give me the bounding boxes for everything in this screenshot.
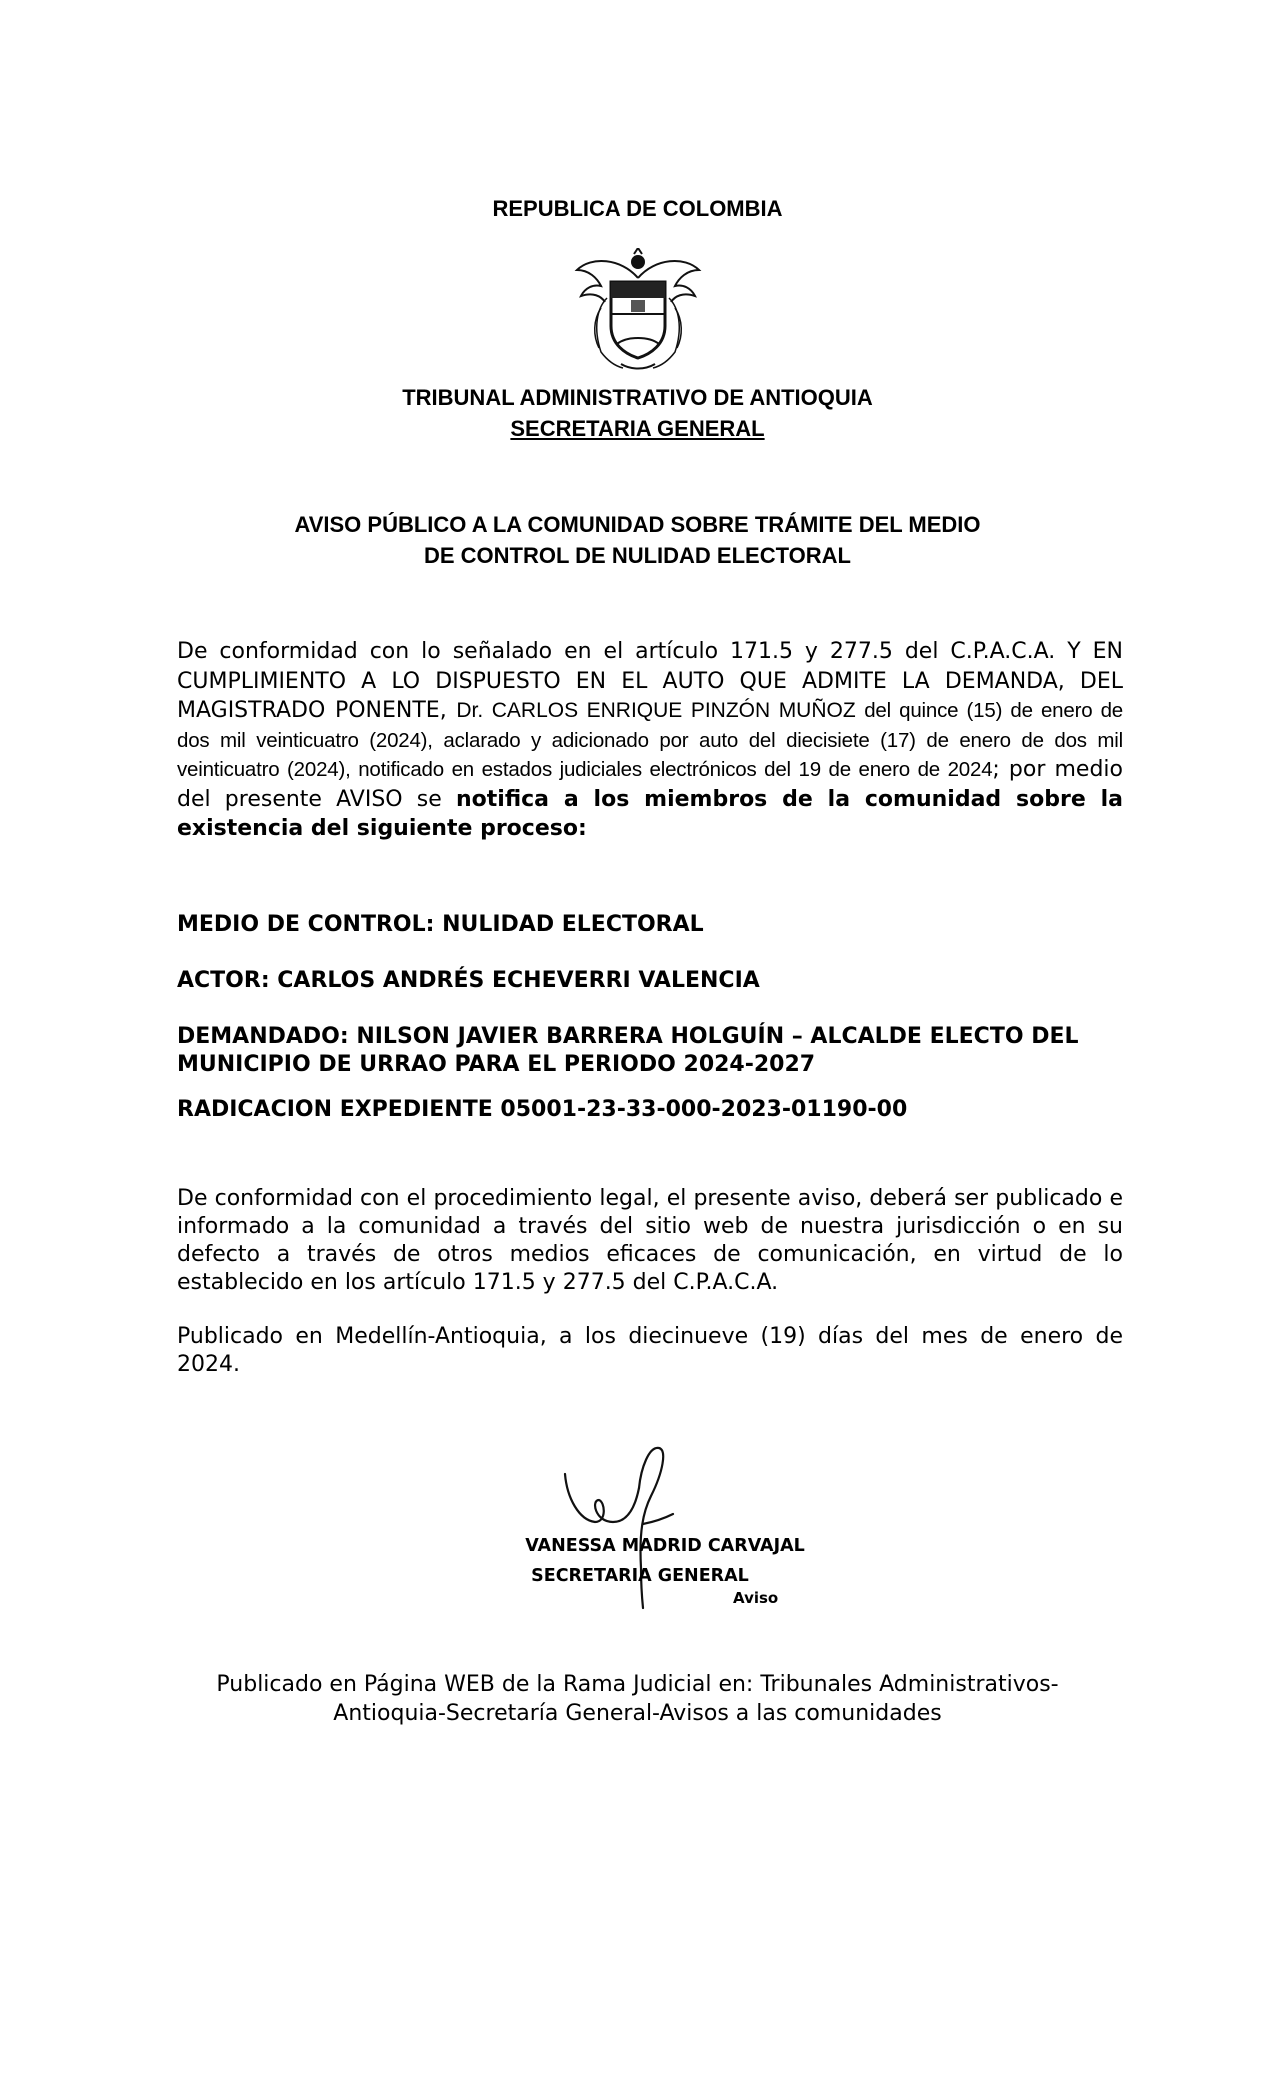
- footer: [0, 1670, 1275, 1728]
- office-heading: SECRETARIA GENERAL: [510, 416, 765, 441]
- country-heading: REPUBLICA DE COLOMBIA: [492, 196, 783, 221]
- intro-text-2: del quince (15) de enero de dos mil veinticuatro (2024), aclarado y adicionado por auto del diecisiete (17) de enero de dos mil veinticuatro (2024), notificado en estados judiciales electrónicos del 19 de enero de 2024: [177, 699, 1123, 781]
- footer-line-1: Publicado en Página WEB de la Rama Judicial en: Tribunales Administrativos-: [216, 1672, 1059, 1697]
- court-heading: TRIBUNAL ADMINISTRATIVO DE ANTIOQUIA: [402, 385, 873, 410]
- case-demandado-line-2: MUNICIPIO DE URRAO PARA EL PERIODO 2024-2027: [177, 1052, 816, 1077]
- procedure-paragraph: De conformidad con el procedimiento legal, el presente aviso, deberá ser publicado e informado a la comunidad a través del sitio web de nuestra jurisdicción o en su defecto a través de otros medios eficaces de comunicación, en virtud de lo establecido en los artículo 171.5 y 277.5 del C.P.A.C.A.: [177, 1186, 1123, 1295]
- footer-line-2: Antioquia-Secretaría General-Avisos a las comunidades: [333, 1701, 942, 1726]
- signer-name: VANESSA MADRID CARVAJAL: [525, 1536, 805, 1556]
- intro-bold-notice: notifica a los miembros de la comunidad sobre la existencia del siguiente proceso:: [177, 786, 1123, 841]
- intro-magistrate: Dr. CARLOS ENRIQUE PINZÓN MUÑOZ: [456, 699, 865, 722]
- notice-title-line-1: AVISO PÚBLICO A LA COMUNIDAD SOBRE TRÁMITE DEL MEDIO: [294, 512, 981, 537]
- handwritten-signature-icon: [555, 1438, 735, 1618]
- coat-of-arms-icon: [571, 248, 705, 370]
- signature-note: Aviso: [733, 1589, 779, 1607]
- case-demandado-line-1: DEMANDADO: NILSON JAVIER BARRERA HOLGUÍN – ALCALDE ELECTO DEL: [177, 1024, 1079, 1049]
- signer-title: SECRETARIA GENERAL: [531, 1566, 749, 1586]
- case-medio-de-control: MEDIO DE CONTROL: NULIDAD ELECTORAL: [177, 912, 704, 937]
- case-radicacion: RADICACION EXPEDIENTE 05001-23-33-000-2023-01190-00: [177, 1097, 908, 1122]
- intro-text-1: De conformidad con lo señalado en el artículo 171.5 y 277.5 del C.P.A.C.A. Y EN CUMPLIMIENTO A LO DISPUESTO EN EL AUTO QUE ADMITE LA DEMANDA, DEL MAGISTRADO PONENTE,: [177, 639, 1123, 723]
- published-paragraph: Publicado en Medellín-Antioquia, a los diecinueve (19) días del mes de enero de 2024.: [177, 1324, 1123, 1377]
- intro-text-3: ; por medio del presente AVISO se: [177, 757, 1124, 812]
- case-actor: ACTOR: CARLOS ANDRÉS ECHEVERRI VALENCIA: [177, 968, 760, 993]
- notice-title-line-2: DE CONTROL DE NULIDAD ELECTORAL: [424, 543, 851, 568]
- intro-paragraph: [177, 637, 1123, 844]
